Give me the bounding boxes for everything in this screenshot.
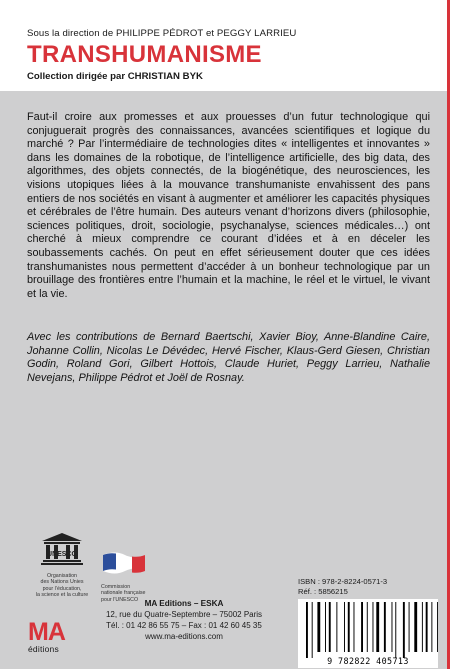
publisher-info [94,598,274,642]
publisher-phone-fax: Tél. : 01 42 86 55 75 – Fax : 01 42 60 45 35 [106,621,262,630]
french-flag-icon [101,549,147,575]
barcode-bar [431,602,432,652]
barcode-bar [395,602,396,658]
book-summary: Faut-il croire aux promesses et aux prouesses d’un futur technologique qui conjuguerait progrès des connaissances, avancées scientifiques et logique du marché ? Par l’intermédiaire de technologies dites « intelligentes et innovantes » dans les domaines de la robotique, de l’intelligence artificielle, des big data, des algorithmes, des objets connectés, de la biogénétique, des neurosciences, les visions utopiques liées à la mouvance transhumaniste envahissent des pans entiers de nos sociétés en visant à augmenter et améliorer les capacités physiques et cérébrales de l’être humain. Des auteurs venant d’horizons divers (philosophie, sciences politiques, droit, sociologie, psychanalyse, sciences médicales…) ont cherché à mieux comprendre ce courant d’idées et à en déceler les soubassements cachés. On peut en effet sérieusement douter que ces idées transhumanistes nous permettent d’accéder à un bonheur technologique par un brouillage des frontières entre l’humain et la machine, le réel et le virtuel, le vivant et la vie. [27,111,430,300]
ma-editions-logo [28,620,72,660]
barcode-bar [336,602,337,652]
unesco-logo [28,531,96,599]
collection-line: Collection dirigée par CHRISTIAN BYK [27,71,203,82]
barcode-bar [317,602,320,652]
barcode-bars-icon [298,602,438,658]
commission-caption: Commission nationale française pour l’UNESCO [101,584,146,603]
barcode-bar [361,602,363,652]
barcode-bar [348,602,350,652]
contributors-paragraph: Avec les contributions de Bernard Baertschi, Xavier Bioy, Anne-Blandine Caire, Johanne Collin, Nicolas Le Dévédec, Hervé Fischer, Klaus-Gerd Giesen, Christian Godin, Roland Gori, Gilbert Hottois, Claude Huriet, Peggy Larrieu, Nathalie Nevejans, Philippe Pédrot et Joël de Rosnay. [27,331,430,384]
barcode-bar [422,602,423,652]
barcode-bar [376,602,379,652]
barcode-bar [403,602,405,658]
barcode-bar [306,602,308,658]
isbn-number: ISBN : 978-2-8224-0571-3 [298,577,388,586]
barcode-bar [344,602,345,652]
barcode-bar [409,602,410,652]
barcode-bar [437,602,438,652]
barcode-bar [367,602,368,652]
cover-header [27,28,427,82]
svg-text:UNESCO: UNESCO [47,551,77,558]
publisher-website[interactable]: www.ma-editions.com [145,632,223,641]
barcode-bar [414,602,417,652]
commission-logo [101,549,161,603]
barcode-bar [426,602,428,652]
barcode-bar [354,602,355,652]
barcode-bar [384,602,386,652]
isbn-block [298,577,438,668]
ma-logo-letters: MA [28,618,65,646]
barcode-bar [325,602,326,652]
barcode-bar [392,602,393,652]
barcode [298,599,438,668]
unesco-temple-icon [38,531,86,565]
book-title: TRANSHUMANISME [27,41,262,68]
barcode-bar [373,602,374,652]
barcode-bar [329,602,331,652]
publisher-name: MA Editions – ESKA [144,599,224,608]
barcode-digits: 9 782822 405713 [327,656,409,666]
barcode-bar [312,602,313,658]
ma-logo-subtitle: éditions [28,644,59,654]
publisher-address: 12, rue du Quatre-Septembre – 75002 Paris [105,610,263,619]
unesco-caption: Organisation des Nations Unies pour l’éducation, la science et la culture [35,573,89,599]
editors-line: Sous la direction de PHILIPPE PÉDROT et PEGGY LARRIEU [27,28,297,39]
reference-number: Réf. : 5856215 [298,587,348,596]
